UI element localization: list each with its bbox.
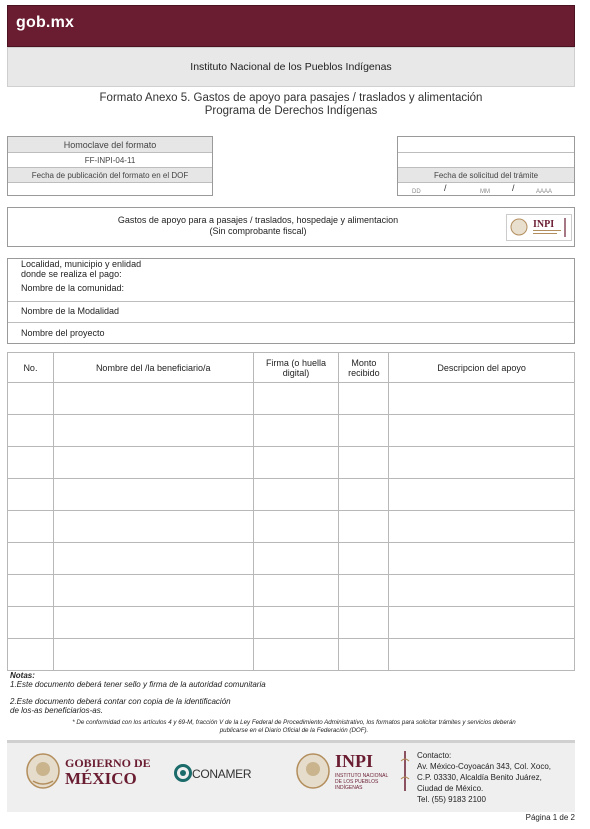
date-sep-1: / (444, 183, 447, 193)
table-row[interactable] (8, 479, 575, 511)
format-info-box (7, 136, 213, 196)
institute-banner (7, 47, 575, 87)
request-date-box (397, 136, 575, 196)
contact-address-2: C.P. 03330, Alcaldía Benito Juárez, (417, 773, 542, 782)
document-title (7, 92, 575, 118)
table-row[interactable] (8, 447, 575, 479)
table-row[interactable] (8, 543, 575, 575)
table-row[interactable] (8, 415, 575, 447)
yyyy-placeholder: AAAA (536, 189, 553, 195)
table-row[interactable] (8, 511, 575, 543)
dof-date-label: Fecha de publicación del formato en el DOF (8, 167, 212, 182)
table-row[interactable] (8, 383, 575, 415)
locality-label (21, 259, 141, 279)
mexico-label: MÉXICO (65, 769, 137, 788)
blank-field-1[interactable] (398, 137, 574, 152)
mm-placeholder: MM (480, 189, 490, 195)
gobmx-logo[interactable]: gob.mx (16, 14, 75, 31)
table-header-row (8, 353, 575, 383)
col-no: No. (8, 353, 54, 383)
inpi-emblem-icon (507, 215, 571, 240)
col-description: Descripcion del apoyo (389, 353, 575, 383)
col-signature: Firma (o huella digital) (253, 353, 339, 383)
request-date-label: Fecha de solicitud del trámite (398, 167, 574, 182)
locality-fields-box (7, 258, 575, 344)
homoclave-label: Homoclave del formato (8, 137, 212, 152)
beneficiaries-table (7, 352, 575, 671)
table-row[interactable] (8, 607, 575, 639)
contact-info (417, 750, 551, 805)
contact-label: Contacto: (417, 751, 452, 760)
conamer-label: CONAMER (192, 767, 252, 781)
svg-text:INPI: INPI (533, 219, 555, 230)
page-number: Página 1 de 2 (525, 813, 575, 822)
homoclave-value: FF-INPI-04-11 (8, 152, 212, 167)
gobierno-label: GOBIERNO DE (65, 756, 151, 770)
locality-label-1: Localidad, municipio y enlidad (21, 259, 142, 269)
note-3: * De conformidad con los artículos 4 y 69-M, fracción V de la Ley Federal de Procedimiento Administrativo, los formatos para solicitar trámites y servicios deberán publicarse en el Diario Oficial de la Federación (DOF). (72, 719, 516, 734)
expense-line-2: (Sin comprobante fiscal) (209, 226, 307, 236)
title-line-1: Formato Anexo 5. Gastos de apoyo para pasajes / traslados y alimentación (99, 92, 483, 104)
dd-placeholder: DD (412, 189, 421, 195)
inpi-subtitle: INSTITUTO NACIONAL DE LOS PUEBLOS INDÍGENAS (335, 773, 389, 791)
contact-address-3: Ciudad de México. (417, 784, 484, 793)
expense-type-box (7, 207, 575, 247)
note-1: 1.Este documento deberá tener sello y firma de la autoridad comunitaria (10, 680, 266, 689)
community-label: Nombre de la comunidad: (21, 283, 125, 293)
notes-title: Notas: (10, 671, 35, 680)
inpi-ornament-icon (399, 749, 411, 793)
contact-address-1: Av. México-Coyoacán 343, Col. Xoco, (417, 762, 551, 771)
project-label: Nombre del proyecto (21, 328, 105, 338)
col-amount: Monto recibido (339, 353, 389, 383)
table-row[interactable] (8, 639, 575, 671)
locality-label-2: donde se realiza el pago: (21, 269, 122, 279)
table-row[interactable] (8, 575, 575, 607)
modality-label: Nombre de la Modalidad (21, 306, 120, 316)
contact-phone: Tel. (55) 9183 2100 (417, 795, 486, 804)
title-line-2: Programa de Derechos Indígenas (204, 105, 378, 117)
footer (7, 740, 575, 812)
dof-date-field[interactable] (8, 182, 212, 196)
expense-type-text (8, 215, 508, 237)
col-name: Nombre del /la beneficiario/a (53, 353, 253, 383)
note-2: 2.Este documento deberá contar con copia de la identificación de los-as beneficiarios-as. (10, 697, 231, 715)
institute-name: Instituto Nacional de los Pueblos Indígenas (190, 61, 392, 73)
inpi-logo-label: INPI (335, 751, 374, 771)
conamer-logo-icon (174, 764, 192, 782)
header-bar (7, 5, 575, 47)
expense-line-1: Gastos de apoyo para a pasajes / traslados, hospedaje y alimentacion (117, 215, 399, 225)
inpi-coat-of-arms-icon (295, 751, 331, 791)
inpi-small-logo (506, 214, 572, 241)
request-date-field[interactable] (398, 182, 574, 196)
blank-field-2[interactable] (398, 152, 574, 167)
mexico-coat-of-arms-icon (25, 751, 61, 791)
date-sep-2: / (512, 183, 515, 193)
